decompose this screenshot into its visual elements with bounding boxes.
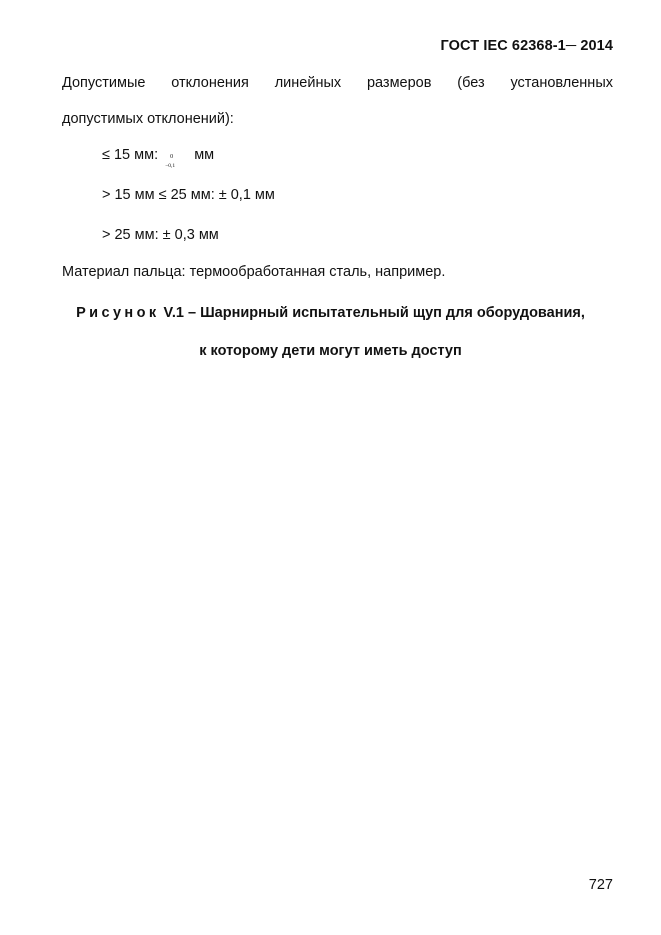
page-number: 727 <box>588 877 613 893</box>
tolerance-lower-limit: −0,1 <box>165 163 176 169</box>
tolerance-fraction <box>164 145 186 169</box>
tolerance-intro-line-1: Допустимые отклонения линейных размеров (без установленных <box>62 75 613 91</box>
figure-caption-line-2: к которому дети могут иметь доступ <box>199 343 462 359</box>
figure-caption-line-1 <box>0 303 661 323</box>
tolerance-item-suffix: мм <box>194 147 215 163</box>
figure-caption-label: Рисунок <box>76 305 160 321</box>
tolerance-upper-limit: 0 <box>170 154 174 160</box>
tolerance-item-15-to-25: > 15 мм ≤ 25 мм: ± 0,1 мм <box>102 187 275 203</box>
tolerance-item-prefix: ≤ 15 мм: <box>102 147 159 163</box>
tolerance-item-le-15 <box>102 145 215 169</box>
document-standard-header: ГОСТ IEC 62368-1─ 2014 <box>440 38 613 54</box>
tolerance-intro-line-2: допустимых отклонений): <box>62 111 234 127</box>
tolerance-item-gt-25: > 25 мм: ± 0,3 мм <box>102 227 219 243</box>
figure-caption-title-1: V.1 – Шарнирный испытательный щуп для оборудования, <box>159 305 585 321</box>
finger-material-note: Материал пальца: термообработанная сталь, например. <box>62 264 446 280</box>
